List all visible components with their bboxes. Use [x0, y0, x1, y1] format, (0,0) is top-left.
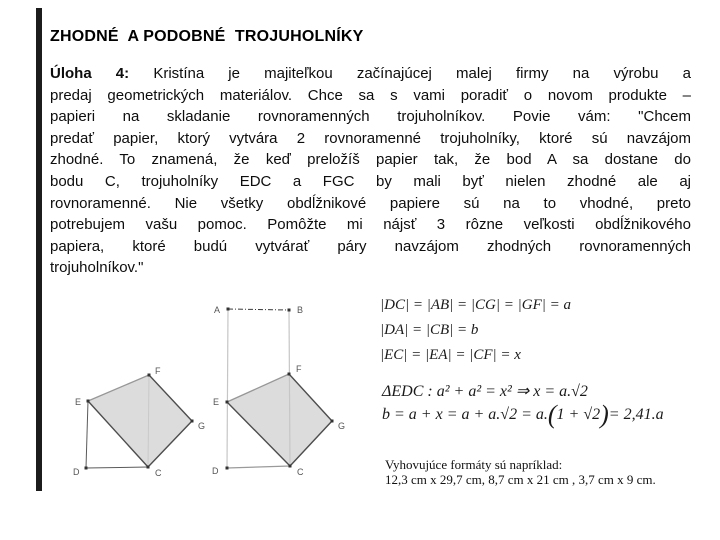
problem-text	[50, 63, 691, 279]
point-label-c: C	[155, 468, 162, 478]
point-label-e: E	[75, 397, 82, 407]
formula-line-2: |DA| = |CB| = b	[380, 322, 479, 338]
point-dot-b	[288, 309, 291, 312]
problem-line1: Kristína je majiteľkou začínajúcej malej firmy na výrobu a	[153, 65, 691, 82]
point-dot-d	[226, 467, 229, 470]
point-dot-c	[147, 466, 150, 469]
point-dot-c	[289, 465, 292, 468]
open-paren: (	[547, 400, 557, 429]
dashed-side-ab	[228, 309, 289, 310]
problem-text-line: zhodné. To znamená, že keď preložíš papier tak, že bod A sa dostane do	[50, 151, 691, 169]
problem-text-line: papiera, ktoré budú vytvárať páry navzájom zhodných rovnoramenných	[50, 237, 691, 255]
side-dc	[227, 466, 290, 468]
formula-line-1: |DC| = |AB| = |CG| = |GF| = a	[380, 297, 571, 313]
point-dot-a	[227, 308, 230, 311]
formula-line-5-post: = 2,41.a	[608, 406, 664, 423]
point-dot-f	[288, 373, 291, 376]
problem-text-line: predaj geometrických materiálov. Chce sa s vami poradiť o novom produkte –	[50, 86, 691, 104]
point-dot-e	[87, 400, 90, 403]
point-label-d: D	[212, 466, 219, 476]
problem-label: Úloha 4:	[50, 65, 130, 82]
formula-line-5	[382, 400, 664, 429]
formats-note-intro: Vyhovujúce formáty sú napríklad:	[385, 457, 563, 472]
point-dot-d	[85, 467, 88, 470]
point-label-e: E	[213, 397, 220, 407]
point-label-g: G	[338, 421, 346, 431]
side-dc	[86, 467, 148, 468]
point-label-c: C	[297, 467, 304, 477]
formats-note-values: 12,3 cm x 29,7 cm, 8,7 cm x 21 cm , 3,7 cm x 9 cm.	[385, 471, 656, 487]
problem-text-line: bodu C, trojuholníky EDC a FGC by mali byť nielen zhodné ale aj	[50, 172, 691, 190]
point-label-f: F	[296, 364, 302, 374]
point-dot-g	[331, 420, 334, 423]
problem-text-line: papieri na skladanie rovnoramenných trojuholníkov. Povie vám: "Chcem	[50, 108, 691, 126]
point-label-f: F	[155, 366, 161, 376]
point-label-b: B	[297, 305, 304, 315]
point-dot-g	[191, 420, 194, 423]
side-ed	[86, 401, 88, 468]
formula-line-5-pre: b = a + x = a + a.√2 = a.	[382, 406, 548, 423]
problem-text-line	[50, 63, 691, 85]
formula-line-5-mid: 1 + √2	[556, 406, 601, 423]
slide-title: ZHODNÉ A PODOBNÉ TROJUHOLNÍKY	[50, 28, 364, 45]
point-label-a: A	[214, 305, 221, 315]
point-label-g: G	[198, 421, 206, 431]
shaded-square-efgc	[88, 375, 192, 467]
shaded-square-efgc	[227, 374, 332, 466]
close-paren: )	[600, 400, 609, 429]
problem-text-line: potrebujem vašu pomoc. Pomôžte mi nájsť 3 rôzne veľkosti obdĺžnikového	[50, 216, 691, 234]
formats-note	[385, 458, 656, 487]
problem-text-line: predať papier, ktorý vytvára 2 rovnoramenné trojuholníky, ktoré sú navzájom	[50, 129, 691, 147]
figure-left	[70, 363, 210, 485]
formula-line-4: ΔEDC : a² + a² = x² ⇒ x = a.√2	[382, 383, 588, 400]
side-ad	[227, 309, 228, 468]
figure-middle	[208, 300, 353, 482]
point-label-d: D	[73, 467, 80, 477]
problem-text-line: rovnoramenné. Nie všetky obdĺžnikové papiere sú na to vhodné, preto	[50, 194, 691, 212]
point-dot-f	[148, 374, 151, 377]
problem-text-line: trojuholníkov."	[50, 259, 144, 277]
page-edge-line	[36, 8, 42, 491]
formula-line-3: |EC| = |EA| = |CF| = x	[380, 347, 521, 363]
point-dot-e	[226, 401, 229, 404]
